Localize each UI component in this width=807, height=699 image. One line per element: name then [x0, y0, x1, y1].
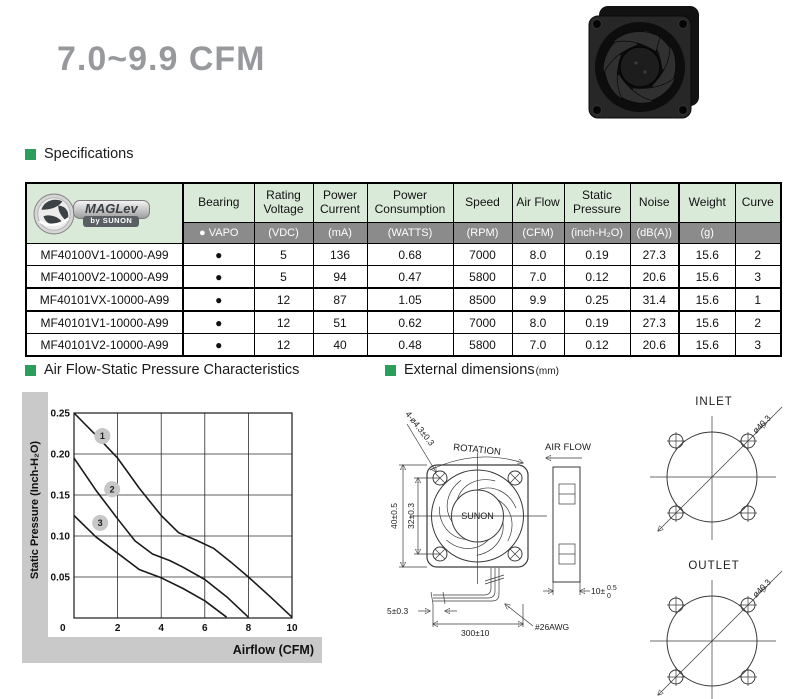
spec-row — [26, 244, 781, 266]
fan-product-photo — [584, 6, 704, 122]
col-unit-8: (g) — [679, 223, 735, 244]
spec-cell: 94 — [313, 266, 367, 289]
spec-cell: 0.68 — [367, 244, 453, 266]
spec-cell: 0.19 — [564, 311, 630, 334]
outlet-diameter-label: ø40.3 — [750, 576, 773, 600]
spec-cell: 87 — [313, 288, 367, 311]
rotation-label: ROTATION — [452, 442, 502, 458]
spec-cell: 5800 — [453, 334, 512, 357]
spec-cell: 7000 — [453, 244, 512, 266]
spec-cell: 15.6 — [679, 244, 735, 266]
col-unit-2: (mA) — [313, 223, 367, 244]
col-unit-0: ● VAPO — [183, 223, 254, 244]
col-unit-5: (CFM) — [512, 223, 564, 244]
depth-dim-label: 10± — [591, 586, 606, 596]
hole-pitch-dim-label: 32±0.3 — [406, 503, 416, 529]
model-cell: MF40100V1-10000-A99 — [26, 244, 183, 266]
spec-cell: 12 — [254, 288, 313, 311]
chart-plot-area — [48, 392, 320, 637]
maglev-globe-icon — [33, 193, 75, 235]
section-external-dimensions — [385, 362, 559, 378]
spec-cell: 7000 — [453, 311, 512, 334]
x-axis-label: Airflow (CFM) — [232, 643, 314, 657]
curve-badge-label: 2 — [109, 484, 115, 495]
external-dimensions-drawing — [385, 398, 630, 693]
col-header-5: Air Flow — [512, 183, 564, 223]
spec-cell: ● — [183, 311, 254, 334]
wire-gauge-label: #26AWG — [535, 622, 570, 632]
spec-cell: 5 — [254, 266, 313, 289]
spec-cell: 1 — [735, 288, 781, 311]
section-bullet-icon — [385, 365, 396, 376]
section-title-airflow: Air Flow-Static Pressure Characteristics — [44, 362, 300, 378]
spec-cell: 7.0 — [512, 266, 564, 289]
airflow-direction-label: AIR FLOW — [545, 442, 591, 453]
spec-cell: 3 — [735, 334, 781, 357]
x-tick-label: 10 — [286, 623, 298, 634]
page-title: 7.0~9.9 CFM — [57, 40, 266, 78]
col-unit-1: (VDC) — [254, 223, 313, 244]
airflow-pressure-chart — [22, 392, 322, 663]
model-cell: MF40101V2-10000-A99 — [26, 334, 183, 357]
spec-cell: ● — [183, 244, 254, 266]
spec-cell: 5800 — [453, 266, 512, 289]
col-unit-6: (inch-H₂O) — [564, 223, 630, 244]
spec-cell: 8500 — [453, 288, 512, 311]
spec-cell: 9.9 — [512, 288, 564, 311]
depth-tol-up: 0.5 — [607, 585, 617, 592]
section-title-specifications: Specifications — [44, 146, 134, 162]
y-tick-label: 0.15 — [50, 490, 70, 502]
col-header-7: Noise — [630, 183, 679, 223]
col-header-9: Curve — [735, 183, 781, 223]
spec-cell: 1.05 — [367, 288, 453, 311]
col-header-8: Weight — [679, 183, 735, 223]
col-unit-9 — [735, 223, 781, 244]
spec-cell: 136 — [313, 244, 367, 266]
section-bullet-icon — [25, 149, 36, 160]
col-header-1: Rating Voltage — [254, 183, 313, 223]
section-specifications — [25, 146, 133, 162]
section-bullet-icon — [25, 365, 36, 376]
curve-1 — [74, 413, 292, 617]
col-unit-3: (WATTS) — [367, 223, 453, 244]
spec-cell: 2 — [735, 311, 781, 334]
outlet-title: OUTLET — [688, 560, 740, 572]
spec-cell: 0.48 — [367, 334, 453, 357]
spec-table — [25, 182, 782, 357]
spec-cell: ● — [183, 288, 254, 311]
spec-cell: 31.4 — [630, 288, 679, 311]
section-title-dimensions: External dimensions(mm) — [404, 362, 559, 378]
model-cell: MF40100V2-10000-A99 — [26, 266, 183, 289]
inlet-view — [630, 392, 807, 547]
model-cell: MF40101VX-10000-A99 — [26, 288, 183, 311]
x-tick-label: 8 — [245, 623, 252, 634]
spec-cell: 20.6 — [630, 266, 679, 289]
wire-length-dim-label: 300±10 — [461, 628, 490, 638]
y-tick-label: 0.10 — [50, 531, 70, 543]
maglev-logo-cell — [26, 183, 183, 244]
outlet-view — [630, 556, 807, 699]
col-unit-4: (RPM) — [453, 223, 512, 244]
col-header-2: Power Current — [313, 183, 367, 223]
spec-row — [26, 334, 781, 357]
maglev-logo — [27, 193, 182, 235]
depth-tol-dn: 0 — [607, 593, 611, 600]
spec-cell: 5 — [254, 244, 313, 266]
table-header-row — [26, 183, 781, 223]
y-axis-label: Static Pressure (Inch-H₂O) — [29, 440, 41, 580]
spec-cell: 15.6 — [679, 334, 735, 357]
spec-cell: 27.3 — [630, 244, 679, 266]
curve-badge-label: 1 — [99, 431, 105, 442]
spec-cell: 0.12 — [564, 334, 630, 357]
col-header-4: Speed — [453, 183, 512, 223]
holes-dim-label: 4-ø4.3±0.3 — [403, 409, 437, 448]
spec-cell: 0.47 — [367, 266, 453, 289]
spec-cell: 15.6 — [679, 311, 735, 334]
spec-cell: 15.6 — [679, 266, 735, 289]
maglev-brand-label: MAGLev — [73, 200, 150, 219]
section-airflow-chart — [25, 362, 299, 378]
curve-3 — [74, 516, 227, 618]
y-tick-label: 0.05 — [50, 572, 70, 584]
curve-badge-label: 3 — [97, 518, 103, 529]
spec-cell: 15.6 — [679, 288, 735, 311]
spec-cell: 2 — [735, 244, 781, 266]
spec-cell: 40 — [313, 334, 367, 357]
hub-brand-label: SUNON — [461, 511, 494, 521]
lead-strip-dim-label: 5±0.3 — [387, 606, 409, 616]
y-axis-band — [22, 392, 48, 663]
spec-cell: 8.0 — [512, 244, 564, 266]
inlet-title: INLET — [695, 396, 733, 408]
col-header-0: Bearing — [183, 183, 254, 223]
maglev-sub-label: by SUNON — [83, 216, 139, 227]
spec-cell: 0.25 — [564, 288, 630, 311]
model-cell: MF40101V1-10000-A99 — [26, 311, 183, 334]
rotation-arrow — [430, 457, 523, 470]
spec-cell: ● — [183, 334, 254, 357]
x-axis-band — [22, 637, 322, 663]
spec-cell: 0.19 — [564, 244, 630, 266]
spec-cell: 12 — [254, 334, 313, 357]
spec-row — [26, 311, 781, 334]
x-tick-label: 6 — [202, 623, 208, 634]
height-dim-label: 40±0.5 — [389, 503, 399, 529]
lead-wires — [431, 568, 504, 604]
x-tick-label: 4 — [158, 623, 164, 634]
spec-cell: ● — [183, 266, 254, 289]
spec-cell: 51 — [313, 311, 367, 334]
spec-cell: 7.0 — [512, 334, 564, 357]
spec-row — [26, 288, 781, 311]
y-tick-label: 0.25 — [50, 408, 70, 420]
origin-tick-label: 0 — [60, 623, 66, 634]
col-header-3: Power Consumption — [367, 183, 453, 223]
spec-cell: 20.6 — [630, 334, 679, 357]
spec-cell: 0.12 — [564, 266, 630, 289]
inlet-diameter-label: ø40.3 — [750, 412, 773, 436]
spec-cell: 27.3 — [630, 311, 679, 334]
x-tick-label: 2 — [114, 623, 121, 634]
col-header-6: Static Pressure — [564, 183, 630, 223]
col-unit-7: (dB(A)) — [630, 223, 679, 244]
y-tick-label: 0.20 — [50, 449, 70, 461]
spec-table-body — [26, 244, 781, 357]
spec-row — [26, 266, 781, 289]
spec-cell: 12 — [254, 311, 313, 334]
spec-cell: 8.0 — [512, 311, 564, 334]
spec-cell: 0.62 — [367, 311, 453, 334]
spec-cell: 3 — [735, 266, 781, 289]
